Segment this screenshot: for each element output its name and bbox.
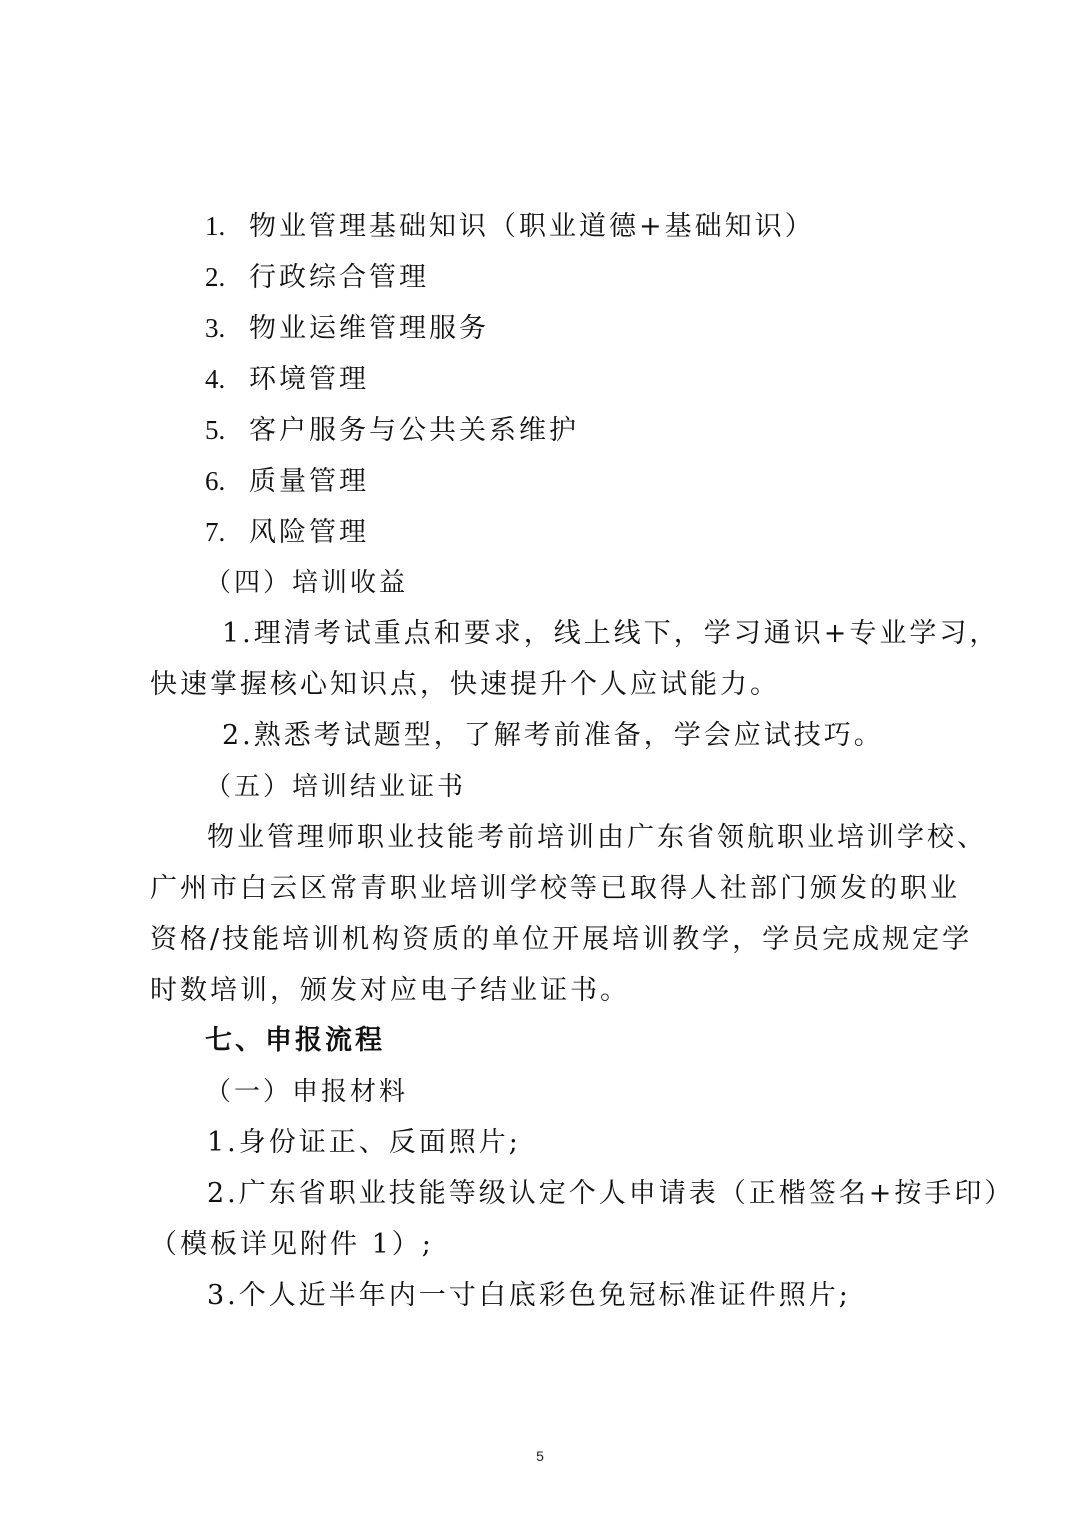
section-7-heading: 七、申报流程 bbox=[205, 1025, 385, 1056]
subject-item bbox=[205, 410, 579, 451]
subject-item bbox=[205, 461, 369, 502]
subject-item bbox=[205, 308, 489, 349]
benefit-item-1: 1.理清考试重点和要求，线上线下，学习通识+专业学习， bbox=[222, 618, 1000, 649]
benefits-heading: （四）培训收益 bbox=[205, 568, 409, 598]
subject-number: 2. bbox=[205, 262, 226, 292]
subject-number: 5. bbox=[205, 415, 226, 445]
subject-number: 1. bbox=[205, 211, 226, 241]
material-item-2-continued: （模板详见附件 1）; bbox=[150, 1229, 434, 1260]
subject-number: 3. bbox=[205, 313, 226, 343]
material-item-1: 1.身份证正、反面照片; bbox=[207, 1127, 521, 1158]
page-number: 5 bbox=[536, 1448, 544, 1464]
certificate-heading: （五）培训结业证书 bbox=[205, 772, 467, 802]
subject-text: 客户服务与公共关系维护 bbox=[249, 415, 579, 446]
section-7-sub-heading: （一）申报材料 bbox=[205, 1077, 409, 1107]
subject-item bbox=[205, 359, 369, 400]
subject-text: 行政综合管理 bbox=[249, 262, 429, 293]
subject-item bbox=[205, 512, 369, 553]
subject-item bbox=[205, 257, 429, 298]
certificate-paragraph-line: 资格/技能培训机构资质的单位开展培训教学，学员完成规定学 bbox=[150, 924, 973, 955]
subject-text: 质量管理 bbox=[249, 466, 369, 497]
material-item-2: 2.广东省职业技能等级认定个人申请表（正楷签名+按手印） bbox=[207, 1178, 1015, 1209]
subject-number: 6. bbox=[205, 466, 226, 496]
certificate-paragraph-line: 时数培训，颁发对应电子结业证书。 bbox=[150, 975, 630, 1006]
benefit-item-2: 2.熟悉考试题型，了解考前准备，学会应试技巧。 bbox=[222, 720, 884, 751]
certificate-paragraph-line: 广州市白云区常青职业培训学校等已取得人社部门颁发的职业 bbox=[150, 873, 960, 904]
subject-text: 风险管理 bbox=[249, 517, 369, 548]
material-item-3: 3.个人近半年内一寸白底彩色免冠标准证件照片; bbox=[207, 1280, 851, 1311]
subject-number: 7. bbox=[205, 517, 226, 547]
subject-text: 物业运维管理服务 bbox=[249, 313, 489, 344]
subject-text: 环境管理 bbox=[249, 364, 369, 395]
subject-text: 物业管理基础知识（职业道德+基础知识） bbox=[249, 211, 815, 242]
benefit-item-1-continued: 快速掌握核心知识点，快速提升个人应试能力。 bbox=[150, 669, 780, 700]
certificate-paragraph-line: 物业管理师职业技能考前培训由广东省领航职业培训学校、 bbox=[207, 822, 987, 853]
subject-item bbox=[205, 206, 815, 247]
subject-number: 4. bbox=[205, 364, 226, 394]
